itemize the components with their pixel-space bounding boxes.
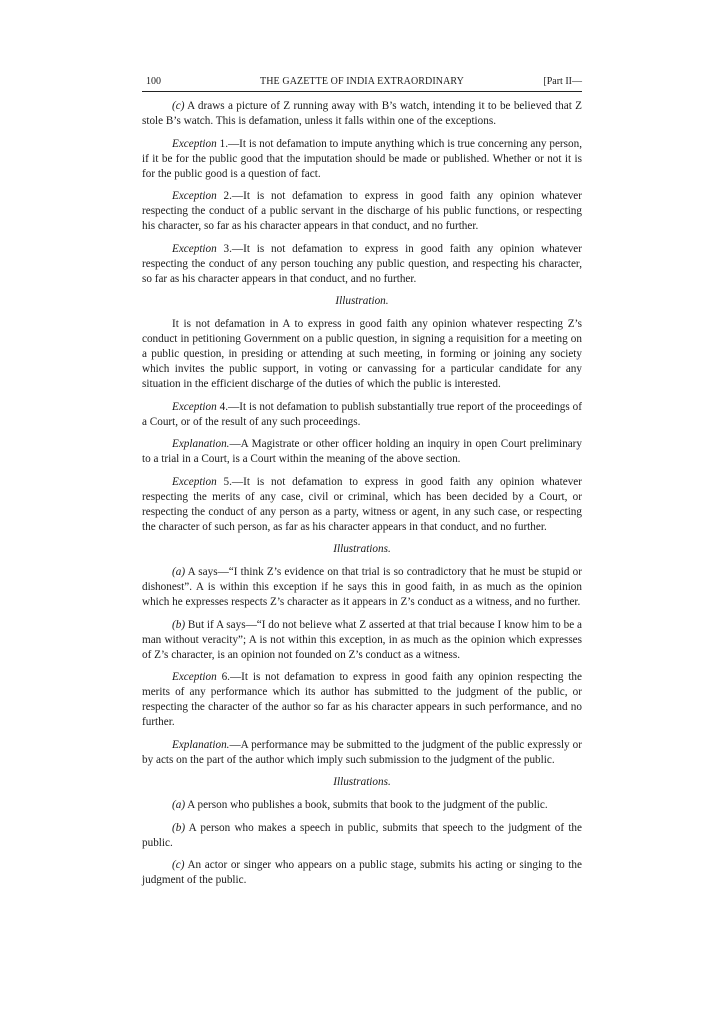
page-header — [142, 76, 582, 92]
paragraph-lead: Exception — [172, 242, 217, 255]
paragraph — [142, 858, 582, 888]
paragraph-text: 1.—It is not defamation to impute anything which is true concerning any person, if it be for the public good that the imputation should be made or published. Whether or not it is for the public good is a question of fact. — [142, 137, 582, 180]
paragraph — [142, 618, 582, 663]
paragraph-text: A says—“I think Z’s evidence on that trial is so contradictory that he must be stupid or dishonest”. A is within this exception if he says this in good faith, in as much as the opinion which he expresses respects Z’s character as it appears in Z’s conduct as a witness, and no further. — [142, 566, 582, 608]
paragraph-lead: (a) — [172, 799, 186, 811]
paragraph-lead: (b) — [172, 618, 186, 631]
paragraph-lead: Exception — [172, 137, 217, 150]
paragraph — [142, 475, 582, 535]
paragraph-lead: Explanation. — [172, 438, 230, 450]
paragraph-text: It is not defamation in A to express in good faith any opinion whatever respecting Z’s conduct in petitioning Government on a public question, in signing a requisition for a meeting on a public question, in presiding or attending at such meeting, in forming or joining any society which invites the public support, in voting or canvassing for a particular candidate for any situation in the efficient discharge of the duties of which the public is interested. — [142, 318, 582, 390]
part-label: [Part II— — [543, 76, 582, 87]
paragraph-lead: (b) — [172, 821, 186, 834]
paragraph-text: An actor or singer who appears on a public stage, submits his acting or singing to the judgment of the public. — [142, 859, 582, 886]
paragraph — [142, 798, 582, 813]
paragraph-lead: (a) — [172, 566, 186, 578]
paragraph-text: 6.—It is not defamation to express in good faith any opinion respecting the merits of any performance which its author has submitted to the judgment of the public, or respecting the character of the author so far as his character appears in such performance, and no further. — [142, 671, 582, 728]
header-rule — [142, 91, 582, 92]
paragraph-lead: (c) — [172, 100, 185, 112]
paragraph-lead: Explanation. — [172, 738, 230, 751]
page-number: 100 — [146, 76, 161, 87]
paragraph — [142, 242, 582, 287]
paragraph-text: A draws a picture of Z running away with B’s watch, intending it to be believed that Z stole B’s watch. This is defamation, unless it falls within one of the exceptions. — [142, 100, 582, 127]
paragraph-text: But if A says—“I do not believe what Z asserted at that trial because I know him to be a man without veracity”; A is not within this exception, in as much as the opinion which expresses of Z’s character, is an opinion not founded on Z’s conduct as a witness. — [142, 618, 582, 661]
illustration-heading: Illustration. — [335, 295, 389, 307]
paragraph-text: 2.—It is not defamation to express in good faith any opinion whatever respecting the conduct of a public servant in the discharge of his public functions, or respecting his character, so far as his character appears in that conduct, and no further. — [142, 190, 582, 232]
paragraph-text: —A performance may be submitted to the judgment of the public expressly or by acts on the part of the author which imply such submission to the judgment of the public. — [142, 738, 582, 766]
illustration-heading: Illustrations. — [333, 776, 391, 788]
document-body — [142, 99, 582, 896]
paragraph-lead: Exception — [172, 400, 217, 413]
paragraph — [142, 99, 582, 129]
gazette-title: THE GAZETTE OF INDIA EXTRAORDINARY — [260, 76, 464, 87]
paragraph-text: A person who makes a speech in public, submits that speech to the judgment of the public. — [142, 821, 582, 849]
paragraph-lead: Exception — [172, 671, 217, 683]
paragraph — [142, 565, 582, 610]
paragraph — [142, 137, 582, 182]
paragraph-text: —A Magistrate or other officer holding an inquiry in open Court preliminary to a trial in a Court, is a Court within the meaning of the above section. — [142, 438, 582, 465]
paragraph-text: 5.—It is not defamation to express in good faith any opinion whatever respecting the merits of any case, civil or criminal, which has been decided by a Court, or respecting the conduct of any person as a party, witness or agent, in any such case, or respecting the character of such person, as far as his character appears in that conduct, and no further. — [142, 475, 582, 533]
illustration-heading: Illustrations. — [333, 543, 391, 555]
paragraph — [142, 400, 582, 430]
paragraph-text: 3.—It is not defamation to express in good faith any opinion whatever respecting the conduct of any person touching any public question, and respecting his character, so far as his character appears in that conduct, and no further. — [142, 242, 582, 285]
paragraph-text: 4.—It is not defamation to publish substantially true report of the proceedings of a Court, or of the result of any such proceedings. — [142, 400, 582, 428]
paragraph — [142, 189, 582, 234]
paragraph — [142, 821, 582, 851]
paragraph — [142, 670, 582, 730]
paragraph-lead: Exception — [172, 190, 217, 202]
paragraph — [142, 317, 582, 392]
paragraph-text: A person who publishes a book, submits that book to the judgment of the public. — [185, 799, 548, 811]
paragraph-lead: Exception — [172, 475, 217, 488]
paragraph — [142, 738, 582, 768]
paragraph-lead: (c) — [172, 859, 185, 871]
paragraph — [142, 437, 582, 467]
